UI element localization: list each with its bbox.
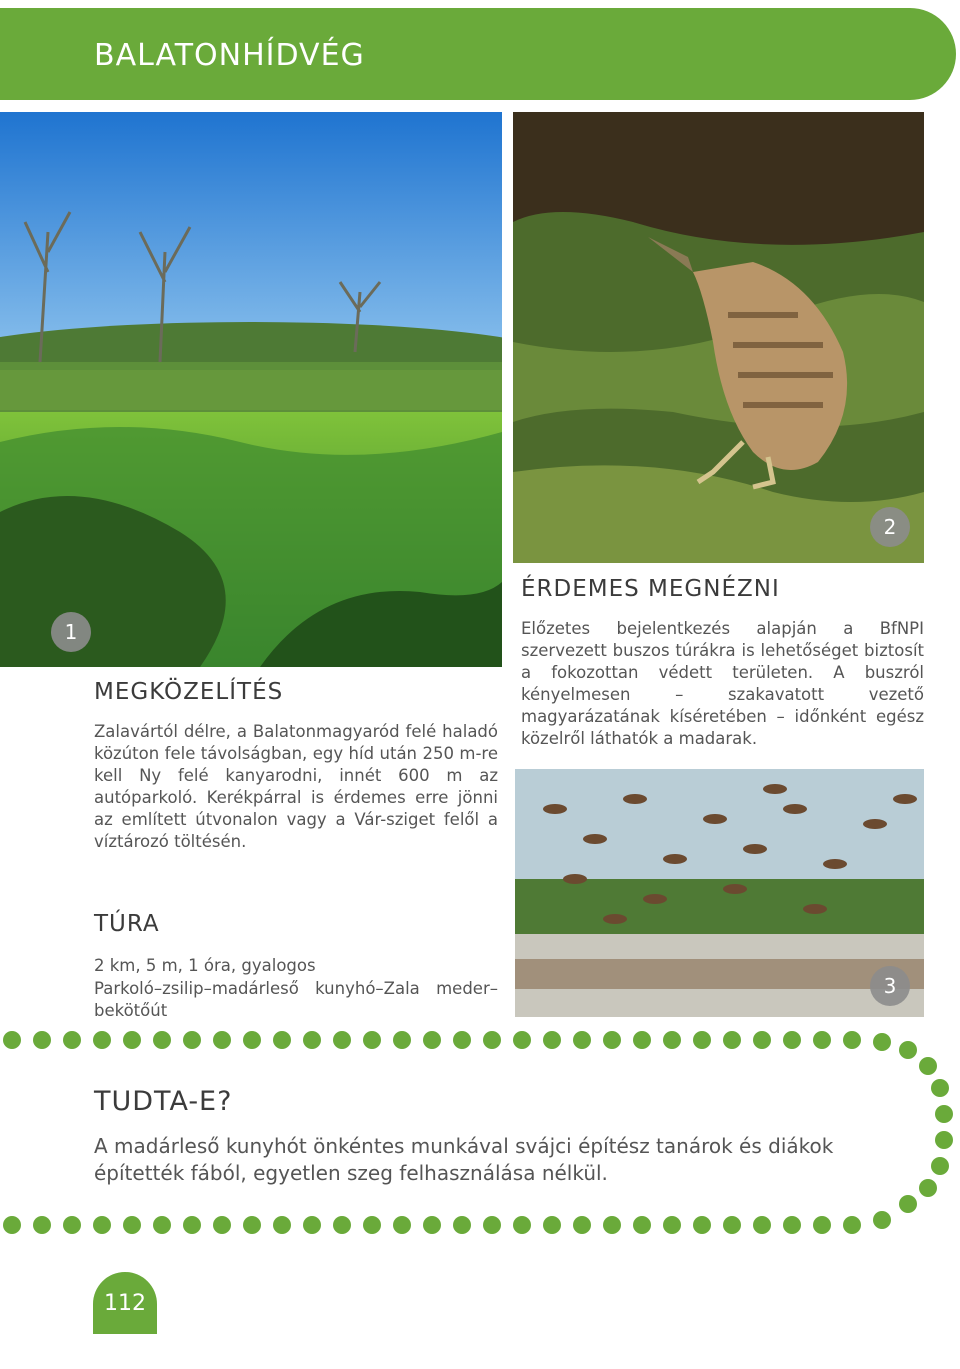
- header-bar: [0, 8, 956, 100]
- photo-badge-1: 1: [51, 612, 91, 652]
- did-you-know-heading: TUDTA-E?: [94, 1086, 233, 1117]
- page-number: 112: [93, 1272, 157, 1334]
- photo-badge-3: 3: [870, 966, 910, 1006]
- approach-heading: MEGKÖZELÍTÉS: [94, 679, 284, 705]
- birds-photo: [515, 769, 924, 1017]
- tour-route: Parkoló–zsilip–madárleső kunyhó–Zala meder–bekötőút: [94, 979, 498, 1020]
- page-title: BALATONHÍDVÉG: [94, 38, 365, 73]
- tour-heading: TÚRA: [94, 911, 160, 937]
- photo-badge-2: 2: [870, 507, 910, 547]
- bittern-photo: [513, 112, 924, 563]
- worth-seeing-text: Előzetes bejelentkezés alapján a BfNPI szervezett buszos túrákra is lehetőséget biztosít a fokozottan védett területen. A buszról kényelmesen – szakavatott vezető magyarázatának kíséretében – időnként egész közelről láthatók a madarak.: [521, 619, 924, 748]
- approach-text: Zalavártól délre, a Balatonmagyaród felé haladó közúton fele távolságban, egy híd után 250 m-re kell Ny felé kanyarodni, innét 600 m az autóparkoló. Kerékpárral is érdemes erre jönni az említett útvonalon vagy a Vár-sziget felől a víztározó töltésén.: [94, 722, 498, 851]
- tour-distance: 2 km, 5 m, 1 óra, gyalogos: [94, 956, 316, 975]
- worth-seeing-heading: ÉRDEMES MEGNÉZNI: [521, 576, 780, 602]
- wetland-photo: [0, 112, 502, 667]
- did-you-know-text: A madárleső kunyhót önkéntes munkával svájci építész tanárok és diákok építették fából, egyetlen szeg felhasználása nélkül.: [94, 1134, 834, 1185]
